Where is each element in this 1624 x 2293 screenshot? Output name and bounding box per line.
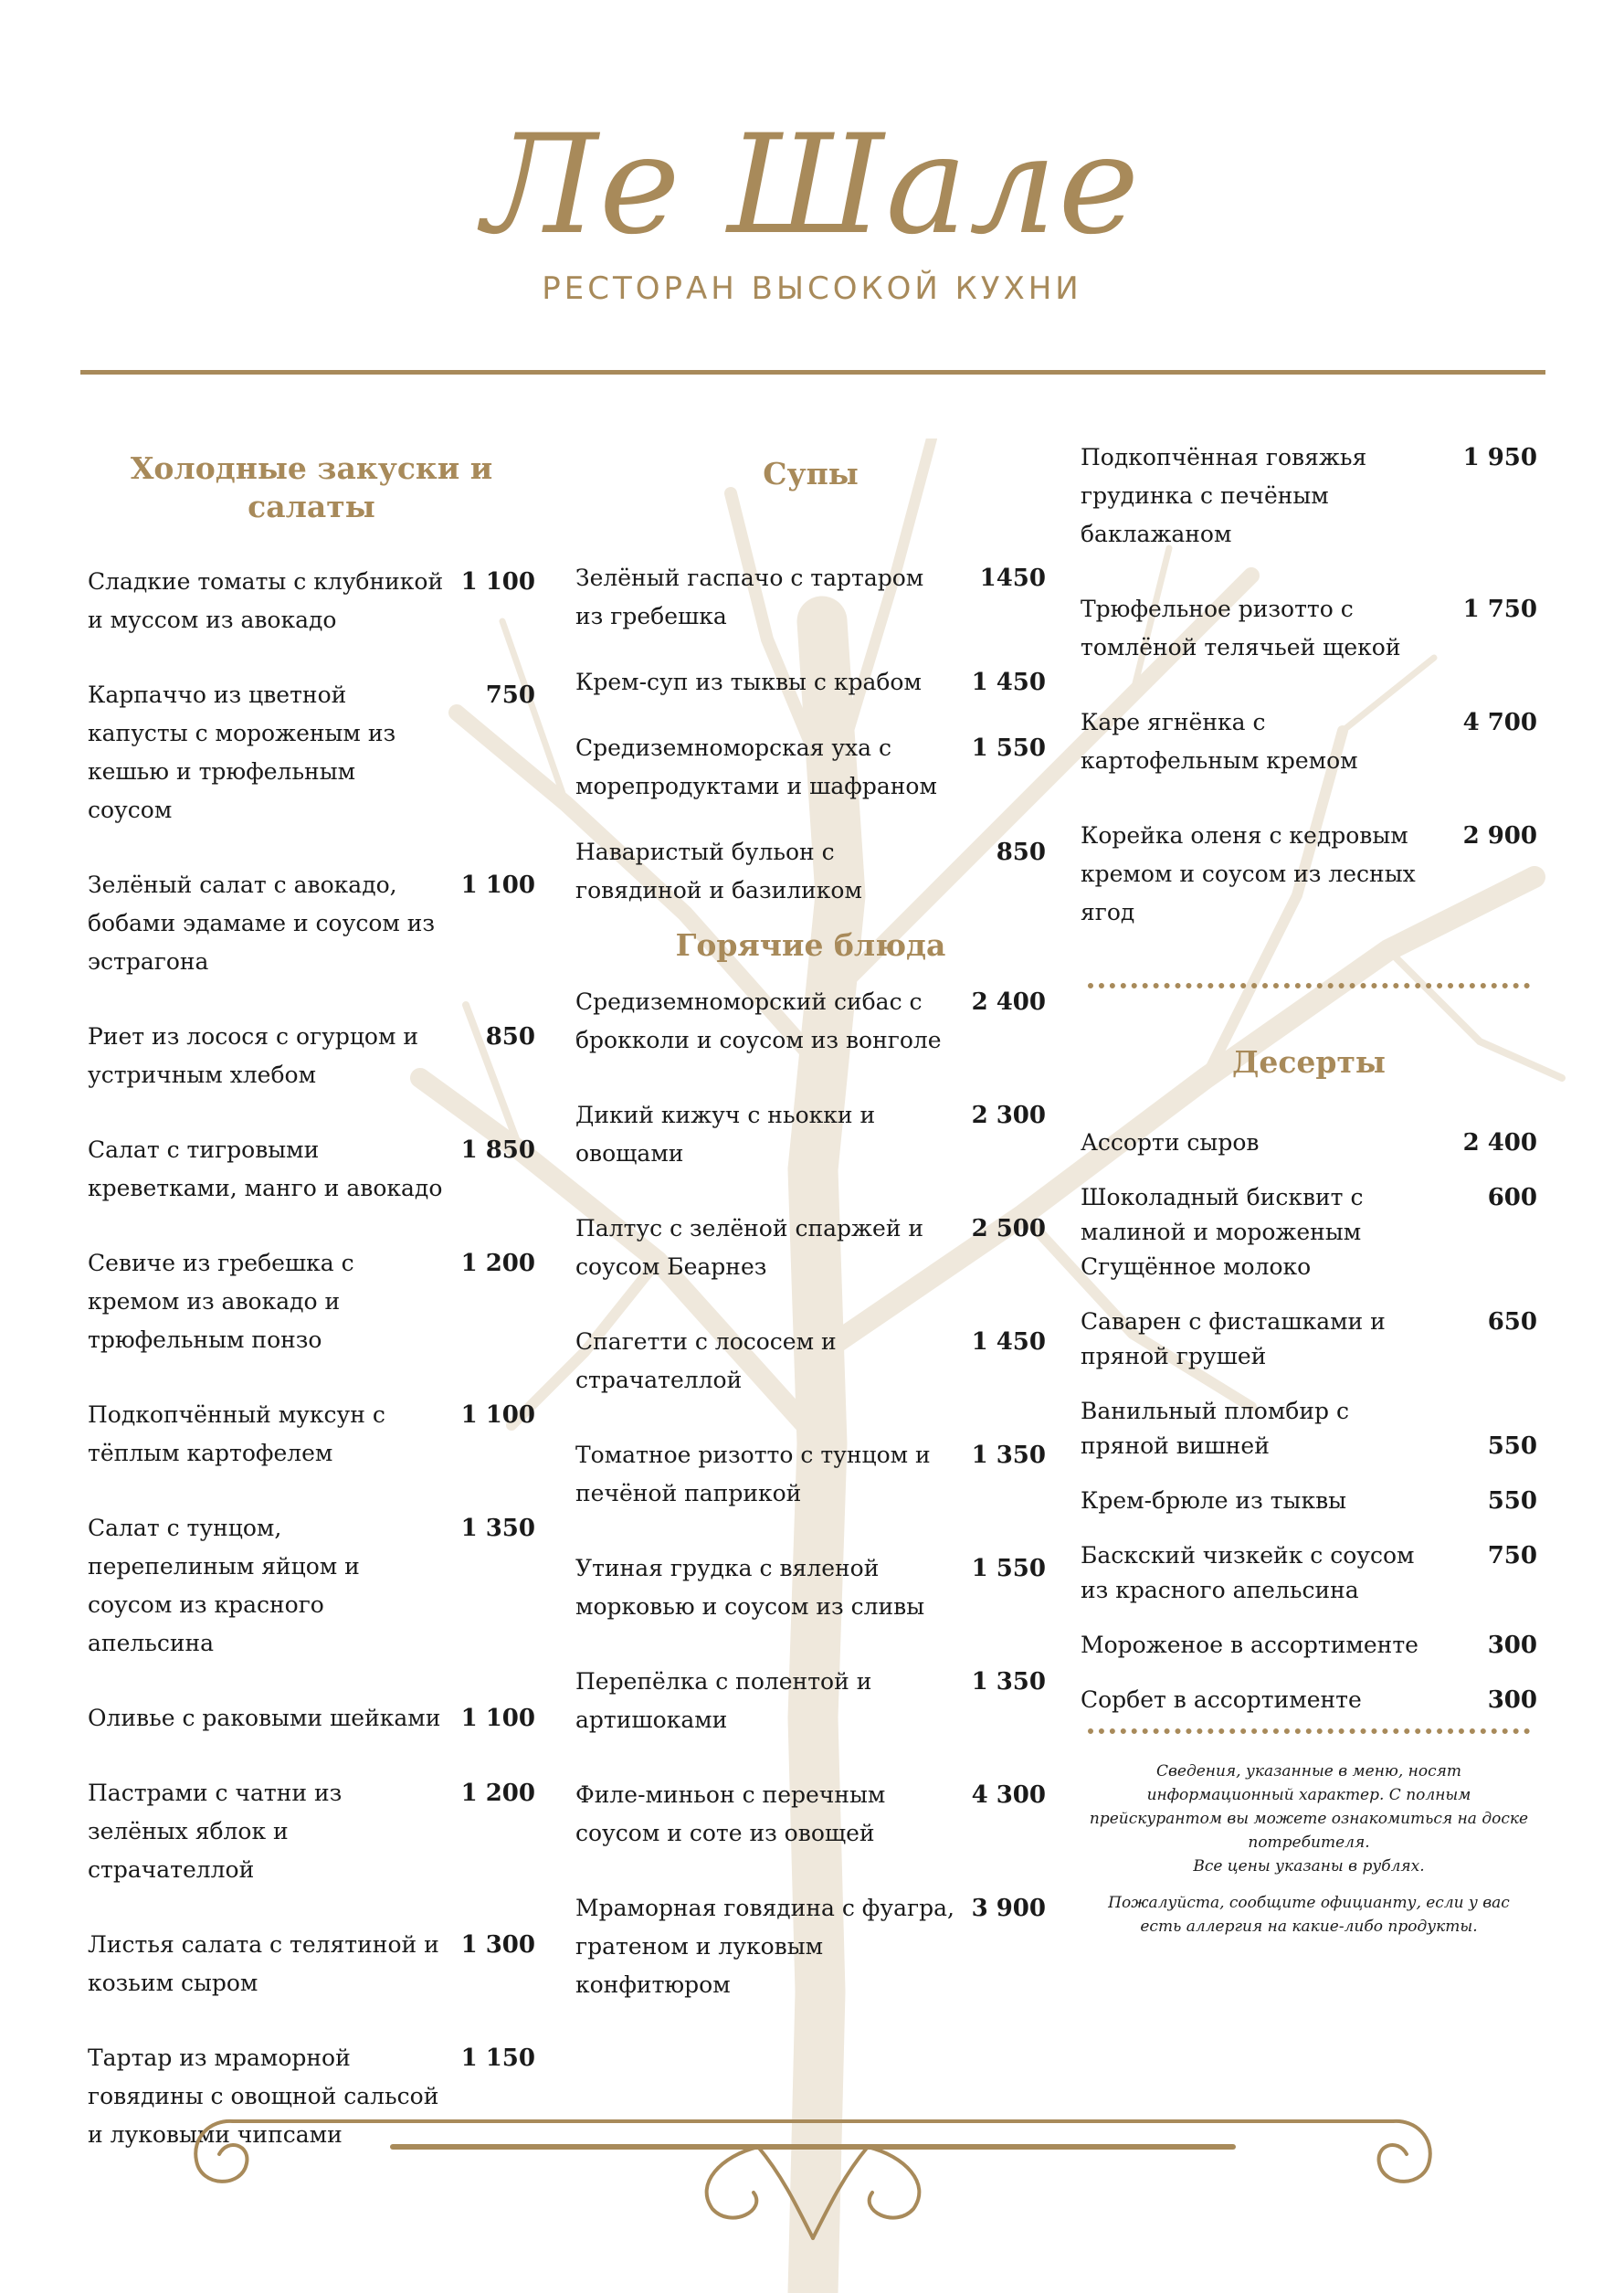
menu-item	[1081, 1683, 1537, 1717]
item-price: 1 350	[971, 1442, 1046, 1469]
item-price: 1 550	[971, 1555, 1046, 1582]
menu-item	[575, 833, 1046, 910]
menu-item	[1081, 1394, 1537, 1464]
item-name: Севиче из гребешка с кремом из авокадо и трюфельным понзо	[88, 1250, 354, 1353]
item-price: 1 100	[460, 872, 535, 899]
item-name: Дикий кижуч с ньокки и овощами	[575, 1102, 876, 1167]
item-name: Палтус с зелёной спаржей и соусом Беарнез	[575, 1215, 924, 1280]
item-name: Крем-суп из тыквы с крабом	[575, 669, 922, 695]
restaurant-tagline: РЕСТОРАН ВЫСОКОЙ КУХНИ	[542, 270, 1082, 307]
menu-item	[88, 676, 535, 829]
item-price: 550	[1487, 1487, 1537, 1515]
menu-item	[1081, 1180, 1537, 1284]
item-name: Ассорти сыров	[1081, 1129, 1260, 1156]
item-name: Средиземноморская уха с морепродуктами и шафраном	[575, 734, 937, 799]
item-price: 1 200	[460, 1250, 535, 1277]
menu-header	[0, 0, 1624, 384]
item-price: 2 300	[971, 1102, 1046, 1129]
item-price: 850	[996, 839, 1046, 866]
note-currency: Все цены указаны в рублях.	[1193, 1857, 1425, 1876]
item-price: 1 550	[971, 734, 1046, 762]
menu-item	[1081, 1305, 1537, 1374]
item-name: Пастрами с чатни из зелёных яблок и страчателлой	[88, 1780, 343, 1883]
section-title-cold: Холодные закуски и салаты	[130, 450, 493, 524]
item-name: Каре ягнёнка с картофельным кремом	[1081, 709, 1358, 774]
item-price: 550	[1487, 1432, 1537, 1460]
cold-items-list	[88, 563, 535, 2154]
menu-item	[88, 1244, 535, 1359]
item-price: 1 100	[460, 1705, 535, 1732]
menu-footnote	[1086, 1759, 1532, 1939]
menu-item	[575, 729, 1046, 806]
item-name: Риет из лосося с огурцом и устричным хлебом	[88, 1023, 418, 1088]
header-divider	[80, 370, 1545, 375]
menu-item	[88, 1774, 535, 1889]
menu-item	[88, 1926, 535, 2002]
item-name: Зелёный салат с авокадо, бобами эдамаме и соусом из эстрагона	[88, 872, 436, 975]
menu-item	[1081, 817, 1537, 932]
item-name: Тартар из мраморной говядины с овощной сальсой и луковыми чипсами	[88, 2045, 439, 2148]
item-price: 1 100	[460, 568, 535, 596]
column-soups-hot	[575, 439, 1046, 2004]
item-price: 750	[485, 682, 535, 709]
menu-item	[1081, 1125, 1537, 1160]
item-name: Подкопчённая говяжья грудинка с печёным баклажаном	[1081, 444, 1367, 547]
item-price: 1 450	[971, 1328, 1046, 1356]
notes-divider-dotted	[1088, 1728, 1530, 1734]
menu-item	[88, 1131, 535, 1208]
item-name: Листья салата с телятиной и козьим сыром	[88, 1931, 439, 1996]
item-name: Саварен с фисташками и пряной грушей	[1081, 1308, 1386, 1369]
footer-ornament	[174, 2101, 1452, 2247]
item-price: 300	[1487, 1632, 1537, 1659]
menu-item	[575, 1889, 1046, 2004]
item-price: 1 200	[460, 1780, 535, 1807]
item-price: 600	[1487, 1184, 1537, 1211]
item-name: Шоколадный бисквит с малиной и мороженым Сгущённое молоко	[1081, 1184, 1364, 1280]
item-name: Подкопчённый муксун с тёплым картофелем	[88, 1401, 385, 1466]
item-name: Мраморная говядина с фуагра, гратеном и луковым конфитюром	[575, 1895, 954, 1998]
menu-item	[575, 1549, 1046, 1626]
section-title-soups: Супы	[763, 456, 859, 491]
menu-item	[88, 1699, 535, 1738]
column-mains-desserts	[1081, 439, 1537, 1939]
item-name: Спагетти с лососем и страчателлой	[575, 1328, 837, 1393]
menu-item	[575, 559, 1046, 636]
item-name: Ванильный пломбир с пряной вишней	[1081, 1398, 1349, 1459]
item-price: 4 700	[1462, 709, 1537, 736]
item-name: Крем-брюле из тыквы	[1081, 1487, 1347, 1514]
menu-item	[575, 1096, 1046, 1173]
note-info: Сведения, указанные в меню, носят информационный характер. С полным прейскурантом вы можете ознакомиться на доске потребителя.	[1089, 1762, 1529, 1852]
menu-item	[575, 1323, 1046, 1400]
item-price: 2 500	[971, 1215, 1046, 1242]
item-price: 1 850	[460, 1136, 535, 1164]
menu-item	[1081, 439, 1537, 554]
menu-item	[88, 1018, 535, 1094]
item-name: Карпаччо из цветной капусты с мороженым из кешью и трюфельным соусом	[88, 682, 396, 823]
menu-item	[88, 563, 535, 639]
item-name: Корейка оленя с кедровым кремом и соусом из лесных ягод	[1081, 822, 1416, 925]
item-price: 650	[1487, 1308, 1537, 1336]
item-price: 1450	[979, 565, 1046, 592]
item-price: 750	[1487, 1542, 1537, 1569]
item-name: Сорбет в ассортименте	[1081, 1686, 1362, 1713]
item-name: Баскский чизкейк с соусом из красного апельсина	[1081, 1542, 1415, 1603]
menu-item	[575, 1776, 1046, 1853]
item-price: 850	[485, 1023, 535, 1051]
item-name: Наваристый бульон с говядиной и базиликом	[575, 839, 862, 903]
note-allergy: Пожалуйста, сообщите официанту, если у вас есть аллергия на какие-либо продукты.	[1108, 1894, 1510, 1936]
menu-item	[1081, 1628, 1537, 1663]
menu-item	[1081, 590, 1537, 667]
item-name: Трюфельное ризотто с томлёной телячьей щекой	[1081, 596, 1401, 660]
menu-item	[1081, 703, 1537, 780]
section-title-desserts: Десерты	[1231, 1044, 1387, 1080]
item-name: Утиная грудка с вяленой морковью и соусом из сливы	[575, 1555, 925, 1620]
menu-item	[575, 1663, 1046, 1739]
menu-item	[1081, 1538, 1537, 1608]
item-name: Зелёный гаспачо с тартаром из гребешка	[575, 565, 924, 629]
item-price: 4 300	[971, 1781, 1046, 1809]
item-name: Перепёлка с полентой и артишоками	[575, 1668, 872, 1733]
item-price: 1 150	[460, 2045, 535, 2072]
section-title-hot: Горячие блюда	[675, 927, 946, 963]
menu-item	[575, 663, 1046, 702]
item-price: 1 950	[1462, 444, 1537, 471]
item-price: 1 100	[460, 1401, 535, 1429]
item-price: 1 750	[1462, 596, 1537, 623]
item-name: Салат с тигровыми креветками, манго и авокадо	[88, 1136, 443, 1201]
item-price: 1 350	[460, 1515, 535, 1542]
item-name: Салат с тунцом, перепелиным яйцом и соусом из красного апельсина	[88, 1515, 360, 1656]
item-name: Филе-миньон с перечным соусом и соте из овощей	[575, 1781, 886, 1846]
item-price: 1 450	[971, 669, 1046, 696]
menu-item	[575, 983, 1046, 1060]
item-name: Средиземноморский сибас с брокколи и соусом из вонголе	[575, 988, 942, 1053]
item-price: 2 900	[1462, 822, 1537, 850]
item-price: 3 900	[971, 1895, 1046, 1922]
menu-item	[88, 1509, 535, 1663]
item-price: 1 300	[460, 1931, 535, 1959]
menu-item	[88, 866, 535, 981]
item-name: Мороженое в ассортименте	[1081, 1632, 1418, 1658]
item-price: 300	[1487, 1686, 1537, 1714]
item-price: 2 400	[1462, 1129, 1537, 1157]
section-divider-dotted	[1088, 983, 1530, 988]
menu-item	[575, 1210, 1046, 1286]
item-price: 1 350	[971, 1668, 1046, 1696]
menu-item	[88, 1396, 535, 1473]
item-name: Оливье с раковыми шейками	[88, 1705, 441, 1731]
menu-item	[1081, 1484, 1537, 1518]
item-price: 2 400	[971, 988, 1046, 1016]
column-cold-starters	[88, 439, 535, 2154]
restaurant-logo: Ле Шале	[482, 106, 1142, 265]
item-name: Томатное ризотто с тунцом и печёной паприкой	[575, 1442, 931, 1506]
item-name: Сладкие томаты с клубникой и муссом из авокадо	[88, 568, 444, 633]
menu-item	[575, 1436, 1046, 1513]
